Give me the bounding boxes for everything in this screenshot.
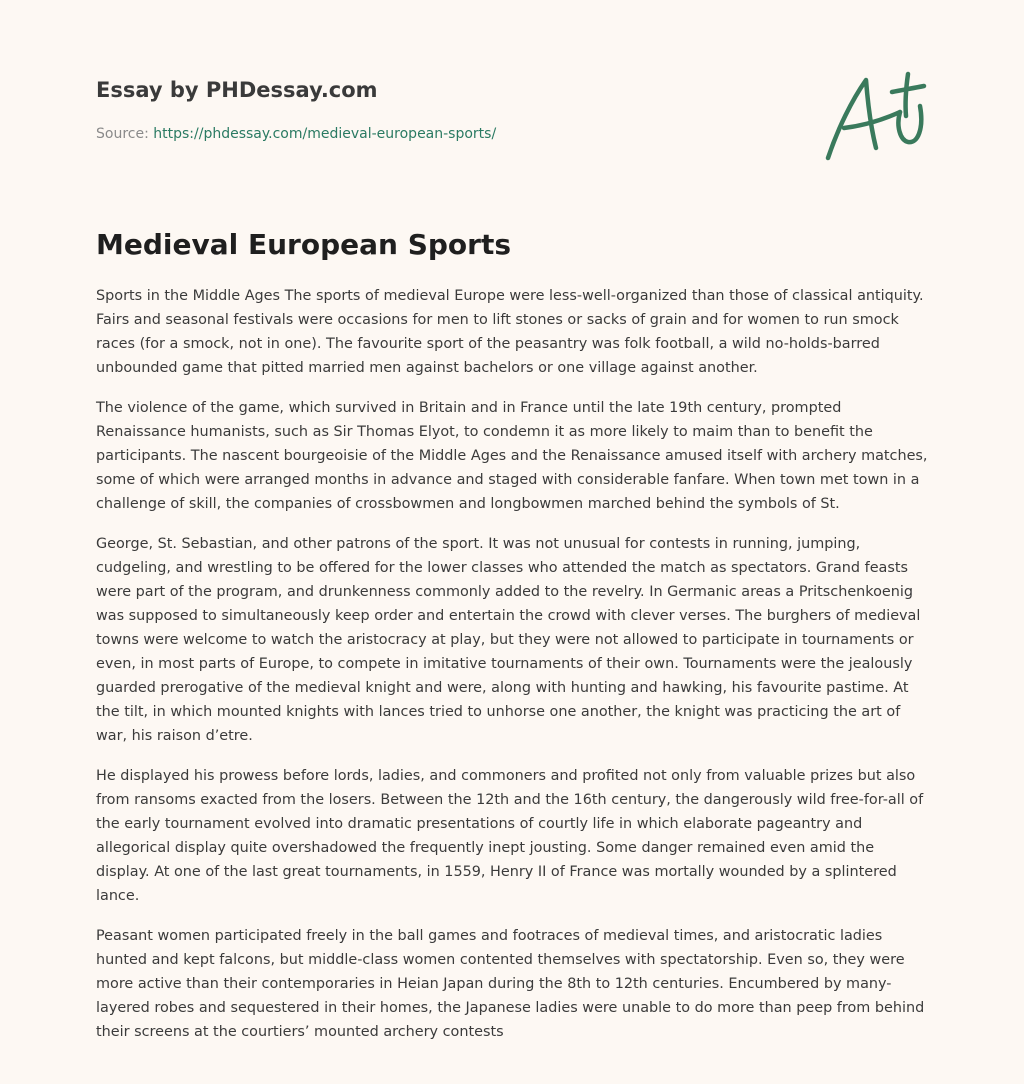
paragraph-2: The violence of the game, which survived in Britain and in France until the late 19th century, prompted Renaissance humanists, such as Sir Thomas Elyot, to condemn it as more likely to maim than to benefit the participants. The nascent bourgeoisie of the Middle Ages and the Renaissance amused itself with archery matches, some of which were arranged months in advance and staged with considerable fanfare. When town met town in a challenge of skill, the companies of crossbowmen and longbowmen marched behind the symbols of St. <box>96 400 928 512</box>
article-body <box>96 284 932 1060</box>
source-link[interactable]: https://phdessay.com/medieval-european-sports/ <box>153 126 497 142</box>
article-title: Medieval European Sports <box>96 228 511 261</box>
source-line <box>96 124 796 144</box>
paragraph-1: Sports in the Middle Ages The sports of medieval Europe were less-well-organized than those of classical antiquity. Fairs and seasonal festivals were occasions for men to lift stones or sacks of grain and for women to run smock races (for a smock, not in one). The favourite sport of the peasantry was folk football, a wild no-holds-barred unbounded game that pitted married men against bachelors or one village against another. <box>96 288 924 376</box>
paragraph-5: Peasant women participated freely in the ball games and footraces of medieval times, and aristocratic ladies hunted and kept falcons, but middle-class women contented themselves with spectatorship. Even so, they were more active than their contemporaries in Heian Japan during the 8th to 12th centuries. Encumbered by many-layered robes and sequestered in their homes, the Japanese ladies were unable to do more than peep from behind their screens at the courtiers’ mounted archery contests <box>96 928 925 1040</box>
essay-header <box>96 76 796 144</box>
a-plus-logo-icon <box>822 66 928 166</box>
paragraph-3: George, St. Sebastian, and other patrons of the sport. It was not unusual for contests in running, jumping, cudgeling, and wrestling to be offered for the lower classes who attended the match as spectators. Grand feasts were part of the program, and drunkenness commonly added to the revelry. In Germanic areas a Pritschenkoenig was supposed to simultaneously keep order and entertain the crowd with clever verses. The burghers of medieval towns were welcome to watch the aristocracy at play, but they were not allowed to participate in tournaments or even, in most parts of Europe, to compete in imitative tournaments of their own. Tournaments were the jealously guarded prerogative of the medieval knight and were, along with hunting and hawking, his favourite pastime. At the tilt, in which mounted knights with lances tried to unhorse one another, the knight was practicing the art of war, his raison d’etre. <box>96 536 921 744</box>
paragraph-4: He displayed his prowess before lords, ladies, and commoners and profited not only from valuable prizes but also from ransoms exacted from the losers. Between the 12th and the 16th century, the dangerously wild free-for-all of the early tournament evolved into dramatic presentations of courtly life in which elaborate pageantry and allegorical display quite overshadowed the frequently inept jousting. Some danger remained even amid the display. At one of the last great tournaments, in 1559, Henry II of France was mortally wounded by a splintered lance. <box>96 768 924 904</box>
site-brand: Essay by PHDessay.com <box>96 78 378 102</box>
source-label: Source: <box>96 126 149 142</box>
